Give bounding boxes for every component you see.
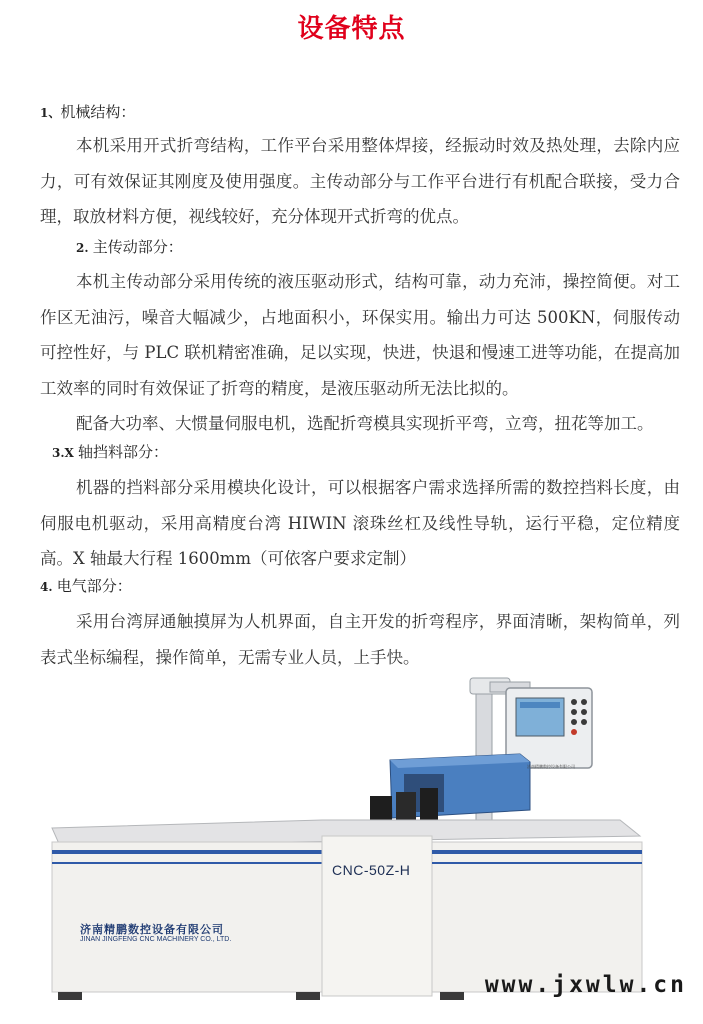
paragraph: 采用台湾屏通触摸屏为人机界面，自主开发的折弯程序，界面清晰，架构简单，列表式坐标编程，操作简单，无需专业人员，上手快。 [40,612,680,667]
accent-stripe [432,862,642,864]
machine-foot [58,992,82,1000]
watermark: www.jxwlw.cn [484,972,687,998]
center-cabinet [322,836,432,996]
section-number-4: 4. [40,580,57,594]
company-name-en: JINAN JINGFENG CNC MACHINERY CO., LTD. [80,936,232,943]
bending-machine-illustration [0,670,703,1024]
model-label: CNC-50Z-H [332,862,411,878]
machine-photo [0,670,703,1024]
section-title-4: 电气部分： [56,577,132,595]
section-body-1 [40,128,680,235]
company-name-cn: 济南精鹏数控设备有限公司 [80,923,224,936]
section-number-2: 2. [76,241,93,255]
section-heading-1 [40,101,135,122]
section-title-2: 主传动部分： [92,238,183,256]
paragraph: 机器的挡料部分采用模块化设计，可以根据客户需求选择所需的数控挡料长度，由伺服电机驱动，采用高精度台湾 HIWIN 滚珠丝杠及线性导轨，运行平稳，定位精度高。X 轴最大行程 1600mm（可依客户要求定制） [40,478,680,568]
section-heading-4 [40,575,132,596]
section-heading-3 [52,441,168,462]
section-body-4 [40,604,680,675]
paragraph: 本机采用开式折弯结构，工作平台采用整体焊接，经振动时效及热处理，去除内应力，可有效保证其刚度及使用强度。主传动部分与工作平台进行有机配合联接，受力合理，取放材料方便，视线较好，充分体现开式折弯的优点。 [40,136,680,226]
accent-stripe [432,850,642,854]
panel-button [571,709,577,715]
section-body-3 [40,470,680,577]
section-number-3: 3.X [52,446,79,460]
machine-foot [440,992,464,1000]
panel-label: 济南精鹏数控设备有限公司 [527,764,575,769]
emergency-stop [571,729,577,735]
screen-bar [520,702,560,708]
machine-foot [296,992,320,1000]
accent-stripe [52,850,322,854]
panel-button [571,719,577,725]
paragraph: 配备大功率、大惯量伺服电机，选配折弯模具实现折平弯，立弯，扭花等加工。 [76,414,654,433]
right-cabinet [432,842,642,992]
section-body-2 [40,264,680,442]
section-number-1: 1、 [40,106,61,120]
panel-button [581,719,587,725]
section-heading-2 [76,236,183,257]
section-title-3: 轴挡料部分： [78,443,169,461]
accent-stripe [52,862,322,864]
paragraph: 本机主传动部分采用传统的液压驱动形式，结构可靠，动力充沛，操控简便。对工作区无油污，噪音大幅减少，占地面积小，环保实用。输出力可达 500KN，伺服传动可控性好，与 PLC 联机精密准确，足以实现，快进，快退和慢速工进等功能，在提高加工效率的同时有效保证了折弯的精度，是液压驱动所无法比拟的。 [40,272,680,398]
panel-button [581,699,587,705]
section-title-1: 机械结构： [60,103,136,121]
panel-button [571,699,577,705]
left-cabinet [52,842,322,992]
page-title: 设备特点 [297,14,406,44]
panel-button [581,709,587,715]
